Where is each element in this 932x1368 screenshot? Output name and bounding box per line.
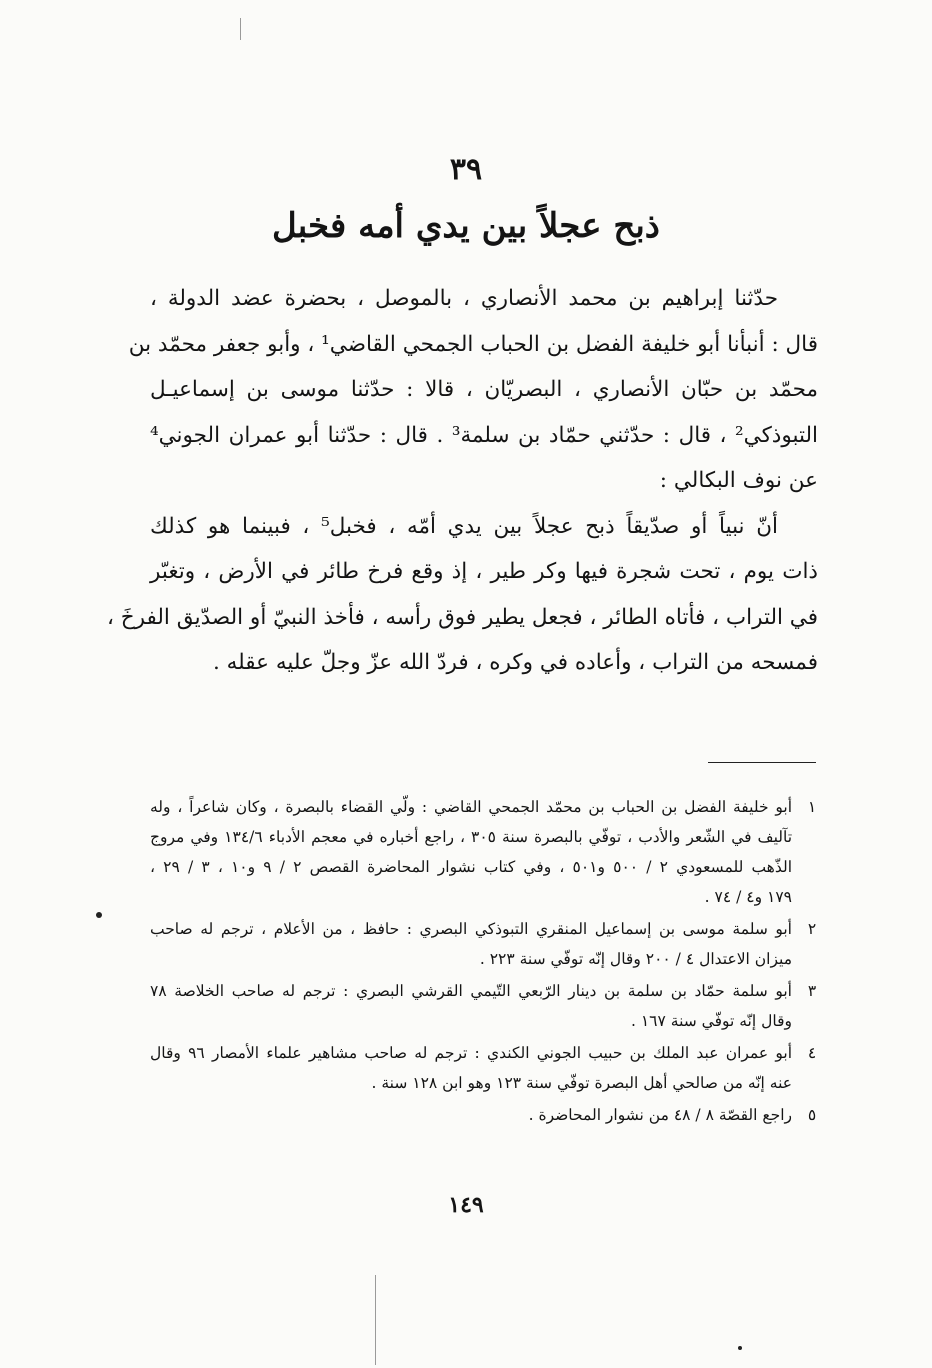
ink-speck bbox=[738, 1346, 742, 1350]
footnote-line: أبو عمران عبد الملك بن حبيب الجوني الكندي : ترجم له صاحب مشاهير علماء الأمصار ٩٦ وقال bbox=[150, 1044, 792, 1062]
body-line: التبوذكي² ، قال : حدّثني حمّاد بن سلمة³ . قال : حدّثنا أبو عمران الجوني⁴ bbox=[150, 422, 818, 448]
footnote bbox=[150, 914, 830, 974]
body-line: حدّثنا إبراهيم بن محمد الأنصاري ، بالموصل ، بحضرة عضد الدولة ، bbox=[150, 286, 778, 311]
footnote-line: وقال إنّه توفّي سنة ١٦٧ . bbox=[631, 1012, 792, 1030]
story-number: ٣٩ bbox=[449, 152, 483, 187]
footnotes bbox=[150, 792, 830, 1132]
footnote bbox=[150, 1038, 830, 1098]
footnote-separator bbox=[708, 762, 816, 763]
footnote-line: الذّهب للمسعودي ٢ / ٥٠٠ و٥٠١ ، وفي كتاب نشوار المحاضرة القصص ٢ / ٩ و١٠ ، ٣ / ٢٩ ، bbox=[150, 858, 793, 876]
body-line: عن نوف البكالي : bbox=[659, 468, 818, 493]
body-line: فمسحه من التراب ، وأعاده في وكره ، فردّ الله عزّ وجلّ عليه عقله . bbox=[212, 650, 818, 675]
footnote-line: عنه إنّه من صالحي أهل البصرة توفّي سنة ١٢٣ وهو ابن ١٢٨ سنة . bbox=[371, 1074, 792, 1092]
footnote-number: ٢ bbox=[807, 920, 817, 938]
body-line: ذات يوم ، تحت شجرة فيها وكر طير ، إذ وقع فرخ طائر في الأرض ، وتغبّر bbox=[150, 559, 818, 584]
footnote-line: ١٧٩ و٤ / ٧٤ . bbox=[704, 888, 792, 906]
body-line: أنّ نبياً أو صدّيقاً ذبح عجلاً بين يدي أمّه ، فخبل⁵ ، فبينما هو كذلك bbox=[150, 513, 778, 539]
ink-speck bbox=[96, 912, 102, 918]
story-title: ذبح عجلاً بين يدي أمه فخبل bbox=[272, 206, 660, 246]
footnote bbox=[150, 1100, 830, 1130]
footnote-number: ٣ bbox=[807, 982, 817, 1000]
footnote-line: راجع القصّة ٨ / ٤٨ من نشوار المحاضرة . bbox=[528, 1106, 792, 1124]
scan-artifact-line bbox=[375, 1275, 376, 1365]
footnote-number: ١ bbox=[807, 798, 817, 816]
footnote bbox=[150, 976, 830, 1036]
footnote-number: ٥ bbox=[807, 1106, 817, 1124]
footnote-line: أبو سلمة حمّاد بن سلمة بن دينار الرّبعي التّيمي القرشي البصري : ترجم له صاحب الخلاصة ٧٨ bbox=[150, 982, 792, 1000]
footnote bbox=[150, 792, 830, 912]
body-line: في التراب ، فأتاه الطائر ، فجعل يطير فوق رأسه ، فأخذ النبيّ أو الصدّيق الفرخَ ، bbox=[106, 604, 818, 630]
body-line: قال : أنبأنا أبو خليفة الفضل بن الحباب الجمحي القاضي¹ ، وأبو جعفر محمّد بن bbox=[128, 331, 818, 357]
footnote-number: ٤ bbox=[807, 1044, 817, 1062]
story-body bbox=[106, 276, 818, 686]
scan-artifact-line bbox=[240, 18, 241, 40]
page-number: ١٤٩ bbox=[448, 1192, 484, 1218]
footnote-line: ميزان الاعتدال ٤ / ٢٠٠ وقال إنّه توفّي سنة ٢٢٣ . bbox=[479, 950, 792, 968]
footnote-line: تآليف في الشّعر والأدب ، توفّي بالبصرة سنة ٣٠٥ ، راجع أخباره في معجم الأدباء ١٣٤/٦ وفي مروج bbox=[150, 828, 793, 846]
body-line: محمّد بن حبّان الأنصاري ، البصريّان ، قالا : حدّثنا موسى بن إسماعيـل bbox=[150, 377, 818, 402]
footnote-line: أبو خليفة الفضل بن الحباب بن محمّد الجمحي القاضي : ولّي القضاء بالبصرة ، وكان شاعراً ، وله bbox=[150, 798, 792, 816]
footnote-line: أبو سلمة موسى بن إسماعيل المنقري التبوذكي البصري : حافظ ، من الأعلام ، ترجم له صاحب bbox=[150, 920, 792, 938]
